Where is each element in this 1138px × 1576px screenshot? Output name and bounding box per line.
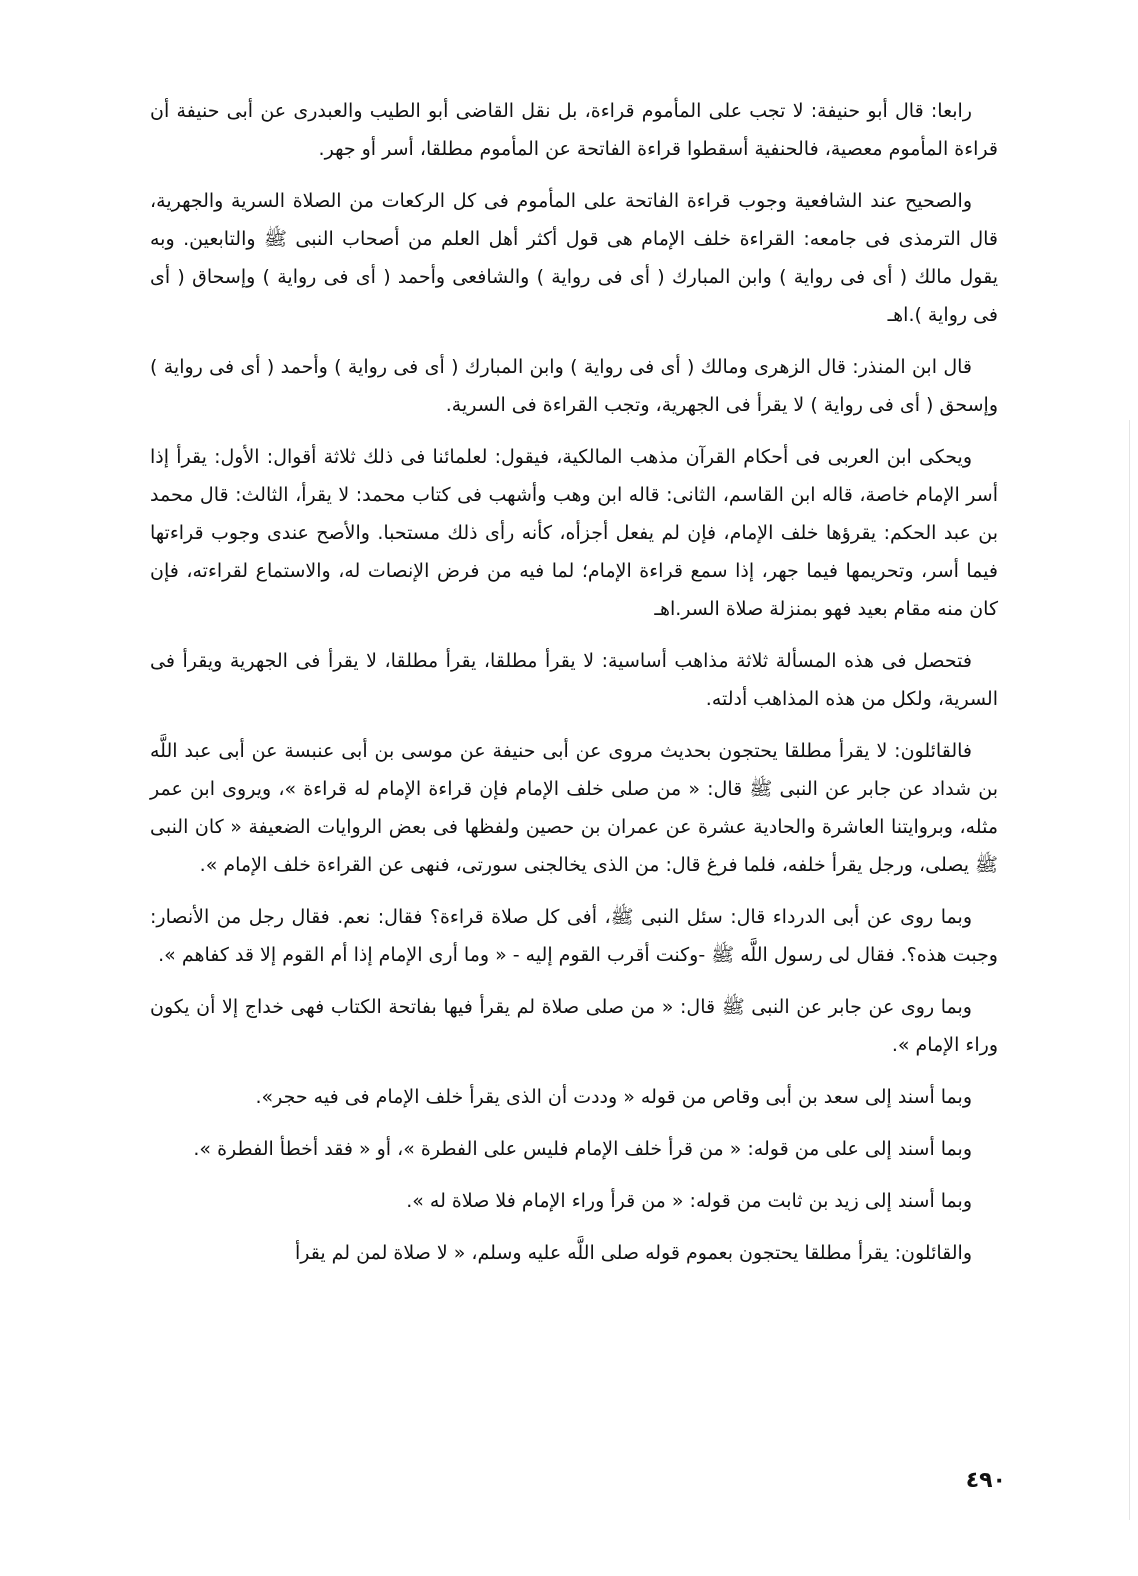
paragraph-12: والقائلون: يقرأ مطلقا يحتجون بعموم قوله صلى اللَّه عليه وسلم، « لا صلاة لمن لم يقرأ: [294, 1242, 972, 1264]
paragraph-1: رابعا: قال أبو حنيفة: لا تجب على المأموم قراءة، بل نقل القاضى أبو الطيب والعبدرى عن أبى حنيفة أن قراءة المأموم معصية، فالحنفية أسقطوا قراءة الفاتحة عن المأموم مطلقا، أسر أو جهر.: [150, 100, 998, 160]
paragraph-11: وبما أسند إلى زيد بن ثابت من قوله: « من قرأ وراء الإمام فلا صلاة له ».: [406, 1190, 972, 1212]
scan-edge-line: [1129, 420, 1130, 1520]
paragraph-10: وبما أسند إلى على من قوله: « من قرأ خلف الإمام فليس على الفطرة »، أو « فقد أخطأ الفطرة ».: [193, 1138, 972, 1160]
page-number: ٤٩٠: [965, 1468, 1006, 1493]
paragraph-4: ويحكى ابن العربى فى أحكام القرآن مذهب المالكية، فيقول: لعلمائنا فى ذلك ثلاثة أقوال: الأول: يقرأ إذا أسر الإمام خاصة، قاله ابن القاسم، الثانى: قاله ابن وهب وأشهب فى كتاب محمد: لا يقرأ، الثالث: قال محمد بن عبد الحكم: يقرؤها خلف الإمام، فإن لم يفعل أجزأه، كأنه رأى ذلك مستحبا. والأصح عندى وجوب قراءتها فيما أسر، وتحريمها فيما جهر، إذا سمع قراءة الإمام؛ لما فيه من فرض الإنصات له، والاستماع لقراءته، فإن كان منه مقام بعيد فهو بمنزلة صلاة السر.اهـ: [150, 446, 998, 620]
paragraph-7: وبما روى عن أبى الدرداء قال: سئل النبى ﷺ، أفى كل صلاة قراءة؟ فقال: نعم. فقال رجل من الأنصار: وجبت هذه؟. فقال لى رسول اللَّه ﷺ -وكنت أقرب القوم إليه - « وما أرى الإمام إذا أم القوم إلا قد كفاهم ».: [150, 906, 998, 966]
paragraph-2: والصحيح عند الشافعية وجوب قراءة الفاتحة على المأموم فى كل الركعات من الصلاة السرية والجهرية، قال الترمذى فى جامعه: القراءة خلف الإمام هى قول أكثر أهل العلم من أصحاب النبى ﷺ والتابعين. وبه يقول مالك ( أى فى رواية ) وابن المبارك ( أى فى رواية ) والشافعى وأحمد ( أى فى رواية ) وإسحاق ( أى فى رواية ).اهـ: [150, 190, 998, 326]
paragraph-8: وبما روى عن جابر عن النبى ﷺ قال: « من صلى صلاة لم يقرأ فيها بفاتحة الكتاب فهى خداج إلا أن يكون وراء الإمام ».: [150, 996, 998, 1056]
paragraph-3: قال ابن المنذر: قال الزهرى ومالك ( أى فى رواية ) وابن المبارك ( أى فى رواية ) وأحمد ( أى فى رواية ) وإسحق ( أى فى رواية ) لا يقرأ فى الجهرية، وتجب القراءة فى السرية.: [150, 356, 998, 416]
paragraph-5: فتحصل فى هذه المسألة ثلاثة مذاهب أساسية: لا يقرأ مطلقا، يقرأ مطلقا، لا يقرأ فى الجهرية ويقرأ فى السرية، ولكل من هذه المذاهب أدلته.: [150, 650, 998, 710]
paragraph-6: فالقائلون: لا يقرأ مطلقا يحتجون بحديث مروى عن أبى حنيفة عن موسى بن أبى عنبسة عن أبى عبد اللَّه بن شداد عن جابر عن النبى ﷺ قال: « من صلى خلف الإمام فإن قراءة الإمام له قراءة »، ويروى ابن عمر مثله، وبروايتنا العاشرة والحادية عشرة عن عمران بن حصين ولفظها فى بعض الروايات الضعيفة « كان النبى ﷺ يصلى، ورجل يقرأ خلفه، فلما فرغ قال: من الذى يخالجنى سورتى، فنهى عن القراءة خلف الإمام ».: [150, 740, 998, 876]
body-text: [150, 92, 998, 1286]
paragraph-9: وبما أسند إلى سعد بن أبى وقاص من قوله « وددت أن الذى يقرأ خلف الإمام فى فيه حجر».: [255, 1086, 972, 1108]
